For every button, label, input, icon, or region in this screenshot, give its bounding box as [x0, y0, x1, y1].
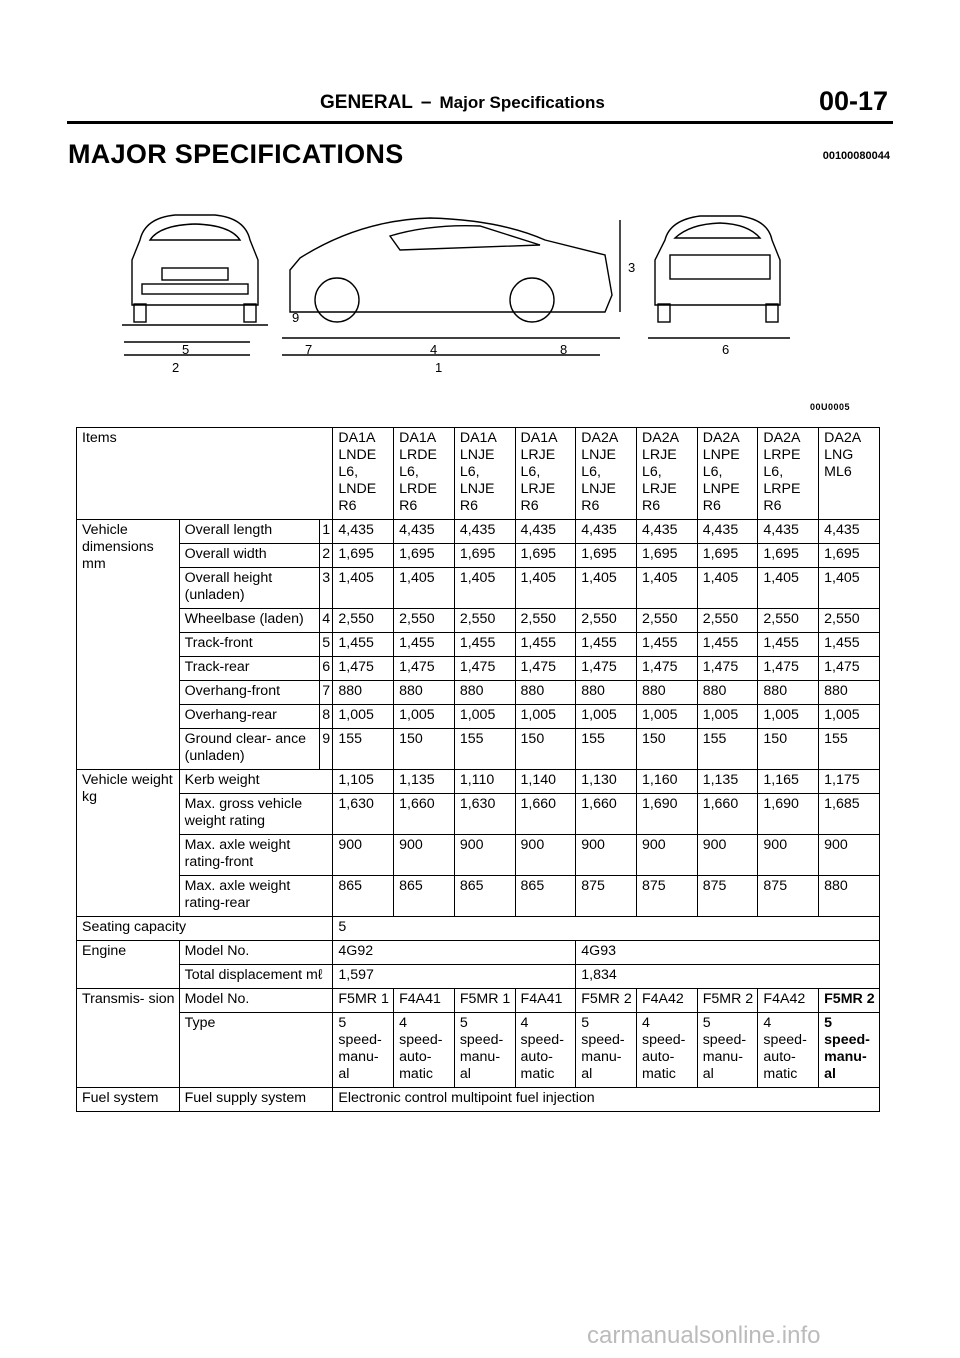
cell: 4,435	[515, 520, 576, 544]
cell: F5MR 1	[333, 989, 394, 1013]
cell: F4A41	[515, 989, 576, 1013]
row-ref: 7	[319, 681, 332, 705]
model-header: DA1A LNJE L6, LNJE R6	[454, 428, 515, 520]
cell: 155	[454, 729, 515, 770]
group-label-engine: Engine	[77, 941, 180, 989]
callout-2: 2	[172, 360, 180, 375]
table-row	[77, 657, 880, 681]
cell: 1,475	[515, 657, 576, 681]
cell: F5MR 2	[697, 989, 758, 1013]
page-header	[320, 92, 605, 114]
cell: 1,405	[394, 568, 455, 609]
table-row	[77, 681, 880, 705]
cell: 1,005	[819, 705, 880, 729]
cell: 1,695	[758, 544, 819, 568]
page-title: MAJOR SPECIFICATIONS	[68, 139, 404, 169]
cell: 4,435	[333, 520, 394, 544]
table-row	[77, 941, 880, 965]
cell: 1,405	[758, 568, 819, 609]
row-label: Track-rear	[179, 657, 319, 681]
cell: 2,550	[515, 609, 576, 633]
cell: 1,160	[636, 770, 697, 794]
row-label: Max. gross vehicle weight rating	[179, 794, 333, 835]
model-header: DA2A LNG ML6	[819, 428, 880, 520]
cell: 1,455	[333, 633, 394, 657]
table-row	[77, 876, 880, 917]
cell: 1,005	[697, 705, 758, 729]
table-row	[77, 520, 880, 544]
cell: 150	[758, 729, 819, 770]
model-header: DA1A LNDE L6, LNDE R6	[333, 428, 394, 520]
row-label: Track-front	[179, 633, 319, 657]
row-label: Overall width	[179, 544, 319, 568]
cell: 1,695	[454, 544, 515, 568]
cell: 1,455	[758, 633, 819, 657]
cell: 5 speed- manu- al	[819, 1013, 880, 1088]
seating-value: 5	[333, 917, 880, 941]
cell: 1,140	[515, 770, 576, 794]
cell: 1,660	[576, 794, 637, 835]
cell: 1,475	[697, 657, 758, 681]
cell: 880	[697, 681, 758, 705]
callout-5: 5	[182, 342, 190, 357]
cell: 2,550	[758, 609, 819, 633]
model-header: DA2A LNPE L6, LNPE R6	[697, 428, 758, 520]
cell: 4,435	[394, 520, 455, 544]
row-ref: 1	[319, 520, 332, 544]
cell: 150	[394, 729, 455, 770]
cell: 1,455	[394, 633, 455, 657]
table-row	[77, 633, 880, 657]
cell: 880	[515, 681, 576, 705]
model-header: DA1A LRJE L6, LRJE R6	[515, 428, 576, 520]
cell: 1,630	[333, 794, 394, 835]
cell: 2,550	[576, 609, 637, 633]
cell: 4,435	[819, 520, 880, 544]
cell: 1,110	[454, 770, 515, 794]
cell: 2,550	[636, 609, 697, 633]
header-subsection: Major Specifications	[439, 93, 605, 112]
cell: 875	[636, 876, 697, 917]
cell: 880	[758, 681, 819, 705]
cell: F4A41	[394, 989, 455, 1013]
cell: 1,597	[333, 965, 576, 989]
cell: 155	[819, 729, 880, 770]
cell: 1,695	[394, 544, 455, 568]
cell: 2,550	[454, 609, 515, 633]
row-ref: 4	[319, 609, 332, 633]
cell: 1,135	[394, 770, 455, 794]
header-separator: –	[420, 92, 432, 113]
cell: Electronic control multipoint fuel injection	[333, 1088, 880, 1112]
callout-8: 8	[560, 342, 568, 357]
row-label: Overall height (unladen)	[179, 568, 319, 609]
cell: 1,165	[758, 770, 819, 794]
table-row	[77, 1013, 880, 1088]
table-row	[77, 965, 880, 989]
callout-4: 4	[430, 342, 438, 357]
cell: 875	[697, 876, 758, 917]
cell: 875	[576, 876, 637, 917]
cell: 4 speed- auto- matic	[515, 1013, 576, 1088]
row-label: Overhang-rear	[179, 705, 319, 729]
cell: 1,405	[333, 568, 394, 609]
group-label-fuel: Fuel system	[77, 1088, 180, 1112]
cell: 1,695	[636, 544, 697, 568]
cell: 1,475	[758, 657, 819, 681]
callout-3: 3	[628, 260, 636, 275]
cell: 2,550	[819, 609, 880, 633]
group-label-weight: Vehicle weight kg	[77, 770, 180, 917]
cell: 1,630	[454, 794, 515, 835]
cell: 1,475	[333, 657, 394, 681]
cell: 880	[819, 876, 880, 917]
cell: 1,475	[636, 657, 697, 681]
cell: 1,405	[819, 568, 880, 609]
callout-6: 6	[722, 342, 730, 357]
cell: 4,435	[697, 520, 758, 544]
cell: 900	[454, 835, 515, 876]
cell: 1,175	[819, 770, 880, 794]
cell: 1,005	[333, 705, 394, 729]
cell: 2,550	[394, 609, 455, 633]
cell: 900	[758, 835, 819, 876]
cell: 880	[394, 681, 455, 705]
cell: 1,005	[515, 705, 576, 729]
items-header: Items	[77, 428, 333, 520]
row-label: Total displacement mℓ	[179, 965, 333, 989]
cell: 1,660	[697, 794, 758, 835]
cell: 150	[636, 729, 697, 770]
table-row	[77, 989, 880, 1013]
cell: 865	[454, 876, 515, 917]
table-row	[77, 770, 880, 794]
cell: 1,660	[515, 794, 576, 835]
cell: 880	[576, 681, 637, 705]
cell: 1,455	[576, 633, 637, 657]
cell: 5 speed- manu- al	[576, 1013, 637, 1088]
cell: 900	[636, 835, 697, 876]
cell: F5MR 2	[576, 989, 637, 1013]
cell: 865	[515, 876, 576, 917]
cell: 1,405	[697, 568, 758, 609]
cell: F5MR 2	[819, 989, 880, 1013]
cell: 4 speed- auto- matic	[758, 1013, 819, 1088]
cell: 900	[819, 835, 880, 876]
cell: 865	[333, 876, 394, 917]
model-header: DA2A LRPE L6, LRPE R6	[758, 428, 819, 520]
cell: 155	[697, 729, 758, 770]
table-row	[77, 729, 880, 770]
cell: 1,405	[636, 568, 697, 609]
row-label: Model No.	[179, 941, 333, 965]
cell: 900	[394, 835, 455, 876]
cell: 1,405	[515, 568, 576, 609]
rear-view-drawing	[648, 216, 790, 338]
document-id: 00100080044	[822, 150, 890, 162]
cell: 1,695	[819, 544, 880, 568]
cell: 1,005	[636, 705, 697, 729]
cell: 875	[758, 876, 819, 917]
row-ref: 9	[319, 729, 332, 770]
cell: 1,695	[333, 544, 394, 568]
table-row	[77, 835, 880, 876]
table-row	[77, 917, 880, 941]
watermark: carmanualsonline.info	[587, 1322, 821, 1349]
cell: 1,005	[758, 705, 819, 729]
cell: 5 speed- manu- al	[454, 1013, 515, 1088]
cell: 4,435	[576, 520, 637, 544]
row-label: Ground clear- ance (unladen)	[179, 729, 319, 770]
cell: 1,475	[576, 657, 637, 681]
cell: 1,690	[636, 794, 697, 835]
cell: 900	[697, 835, 758, 876]
cell: 1,690	[758, 794, 819, 835]
cell: 2,550	[697, 609, 758, 633]
table-row	[77, 568, 880, 609]
cell: 1,475	[819, 657, 880, 681]
model-header-row	[77, 428, 880, 520]
row-label: Kerb weight	[179, 770, 333, 794]
cell: 1,130	[576, 770, 637, 794]
cell: 1,660	[394, 794, 455, 835]
cell: 880	[454, 681, 515, 705]
row-label: Max. axle weight rating-front	[179, 835, 333, 876]
header-rule	[67, 121, 893, 124]
cell: 880	[333, 681, 394, 705]
cell: 4,435	[636, 520, 697, 544]
seating-label: Seating capacity	[77, 917, 333, 941]
model-header: DA1A LRDE L6, LRDE R6	[394, 428, 455, 520]
cell: 1,455	[454, 633, 515, 657]
cell: 1,405	[454, 568, 515, 609]
callout-9: 9	[292, 310, 300, 325]
cell: 150	[515, 729, 576, 770]
cell: F4A42	[758, 989, 819, 1013]
cell: 1,475	[394, 657, 455, 681]
specifications-table	[76, 427, 880, 1112]
cell: 865	[394, 876, 455, 917]
row-ref: 5	[319, 633, 332, 657]
cell: 880	[636, 681, 697, 705]
row-label: Fuel supply system	[179, 1088, 333, 1112]
cell: 900	[576, 835, 637, 876]
cell: 155	[576, 729, 637, 770]
model-header: DA2A LRJE L6, LRJE R6	[636, 428, 697, 520]
cell: 1,005	[454, 705, 515, 729]
model-header: DA2A LNJE L6, LNJE R6	[576, 428, 637, 520]
side-view-drawing	[282, 218, 620, 355]
cell: 880	[819, 681, 880, 705]
cell: 1,695	[515, 544, 576, 568]
cell: 4G92	[333, 941, 576, 965]
table-row	[77, 544, 880, 568]
table-row	[77, 705, 880, 729]
cell: 1,455	[636, 633, 697, 657]
page-number: 00-17	[818, 86, 888, 116]
row-label: Max. axle weight rating-rear	[179, 876, 333, 917]
cell: F5MR 1	[454, 989, 515, 1013]
row-label: Model No.	[179, 989, 333, 1013]
front-view-drawing	[122, 215, 268, 355]
cell: 1,685	[819, 794, 880, 835]
table-row	[77, 794, 880, 835]
row-ref: 6	[319, 657, 332, 681]
cell: 5 speed- manu- al	[333, 1013, 394, 1088]
cell: 155	[333, 729, 394, 770]
cell: 1,475	[454, 657, 515, 681]
row-label: Overall length	[179, 520, 319, 544]
table-row	[77, 1088, 880, 1112]
cell: 4G93	[576, 941, 880, 965]
cell: 4,435	[758, 520, 819, 544]
cell: 1,455	[697, 633, 758, 657]
cell: 1,005	[576, 705, 637, 729]
row-label: Overhang-front	[179, 681, 319, 705]
group-label-transmission: Transmis- sion	[77, 989, 180, 1088]
row-ref: 8	[319, 705, 332, 729]
cell: 1,135	[697, 770, 758, 794]
row-ref: 3	[319, 568, 332, 609]
header-section: GENERAL	[320, 92, 413, 113]
row-label: Type	[179, 1013, 333, 1088]
vehicle-dimension-figure	[100, 200, 820, 385]
figure-code: 00U0005	[809, 402, 850, 412]
cell: 1,405	[576, 568, 637, 609]
cell: 900	[333, 835, 394, 876]
cell: 1,695	[697, 544, 758, 568]
cell: 4 speed- auto- matic	[636, 1013, 697, 1088]
cell: 1,455	[515, 633, 576, 657]
row-label: Wheelbase (laden)	[179, 609, 319, 633]
cell: 4,435	[454, 520, 515, 544]
cell: 1,695	[576, 544, 637, 568]
callout-7: 7	[305, 342, 313, 357]
cell: 1,105	[333, 770, 394, 794]
cell: 1,834	[576, 965, 880, 989]
cell: 5 speed- manu- al	[697, 1013, 758, 1088]
cell: 1,005	[394, 705, 455, 729]
callout-1: 1	[435, 360, 443, 375]
row-ref: 2	[319, 544, 332, 568]
cell: 1,455	[819, 633, 880, 657]
table-row	[77, 609, 880, 633]
cell: 900	[515, 835, 576, 876]
cell: F4A42	[636, 989, 697, 1013]
cell: 2,550	[333, 609, 394, 633]
cell: 4 speed- auto- matic	[394, 1013, 455, 1088]
group-label-dimensions: Vehicle dimensions mm	[77, 520, 180, 770]
